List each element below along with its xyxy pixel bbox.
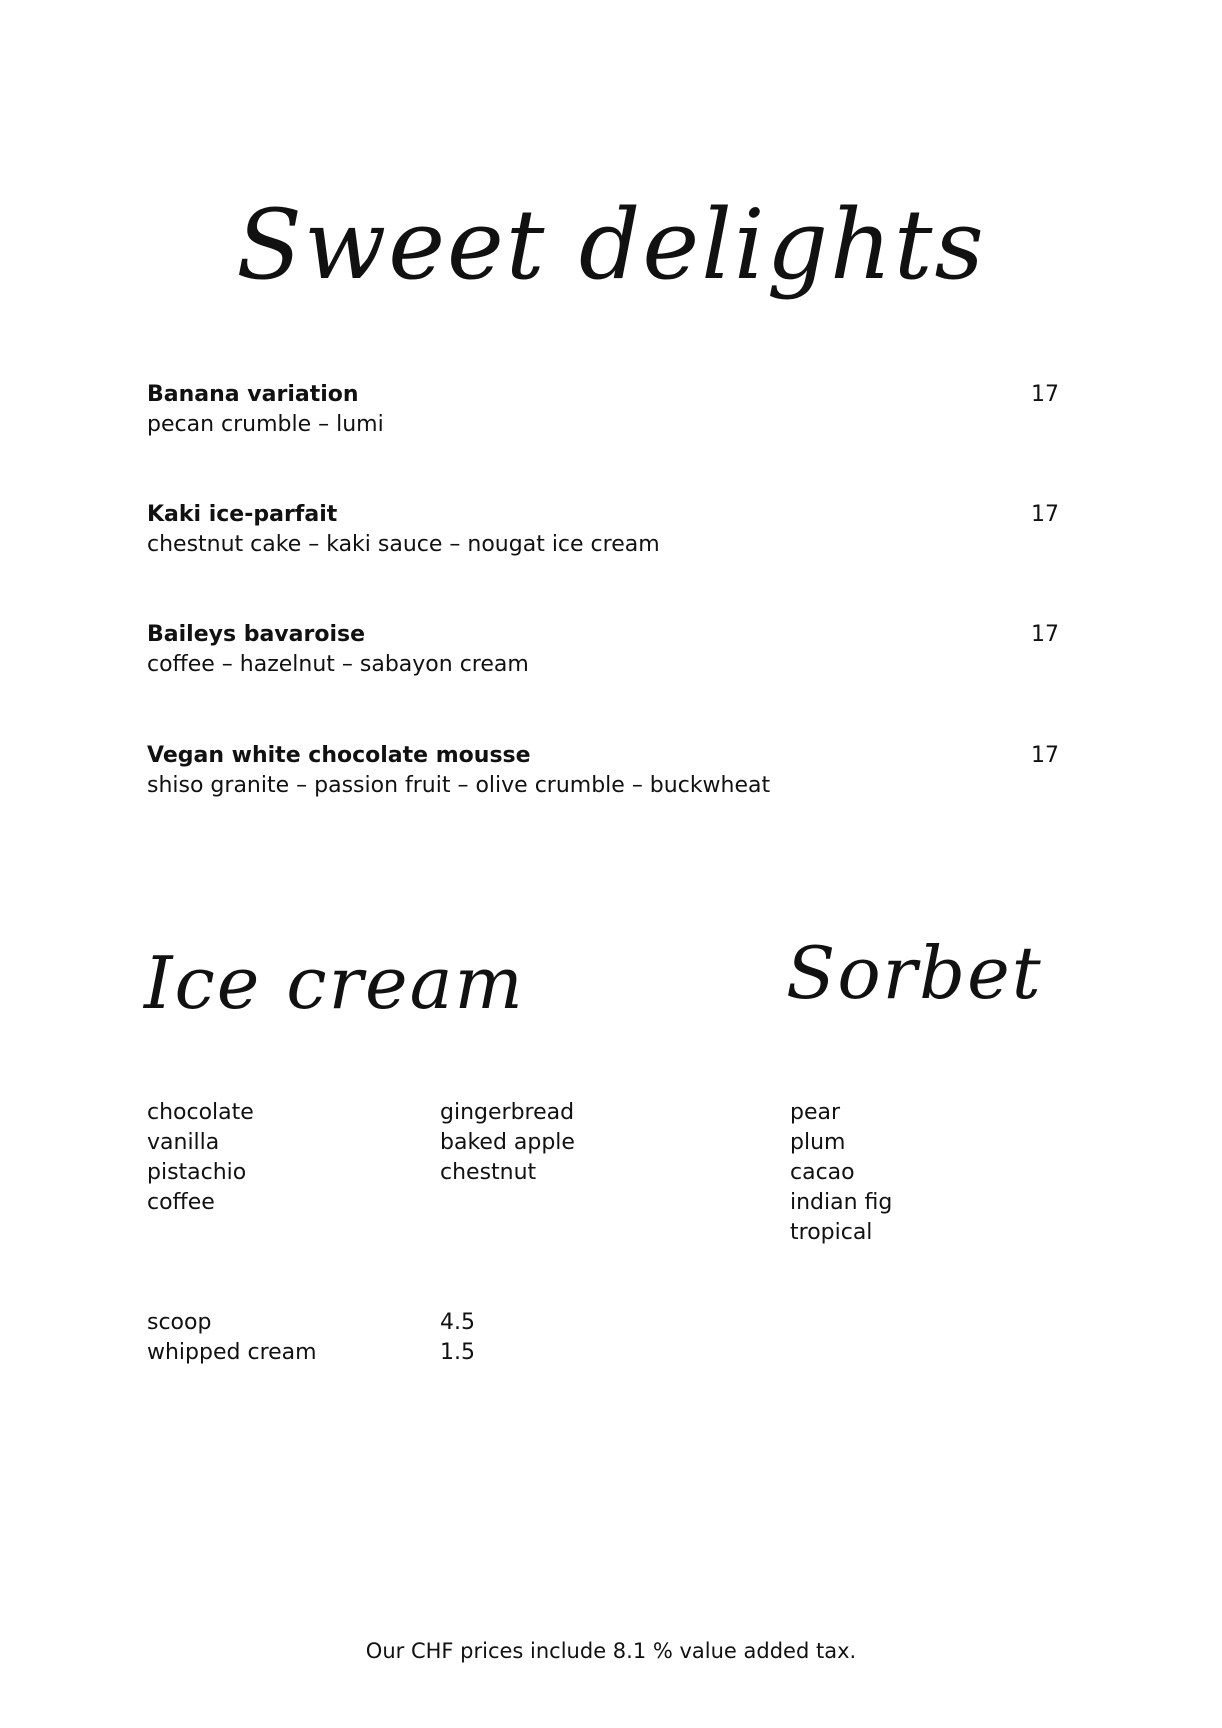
ice-cream-title: Ice cream: [144, 941, 525, 1025]
extras-price-list: [147, 1308, 475, 1368]
dessert-name: Kaki ice-parfait: [147, 502, 338, 527]
extra-price: 1.5: [440, 1340, 475, 1365]
extra-label: whipped cream: [147, 1340, 317, 1365]
dessert-description: shiso granite – passion fruit – olive crumble – buckwheat: [147, 773, 771, 798]
list-item: vanilla: [147, 1130, 220, 1155]
list-item: coffee: [147, 1190, 215, 1215]
list-item: plum: [790, 1130, 846, 1155]
dessert-price: 17: [1031, 382, 1059, 407]
dessert-name: Baileys bavaroise: [147, 622, 366, 647]
sorbet-title: Sorbet: [786, 931, 1043, 1015]
list-item: tropical: [790, 1220, 873, 1245]
list-item: cacao: [790, 1160, 855, 1185]
dessert-item-banana: [147, 380, 1059, 440]
list-item: chocolate: [147, 1100, 254, 1125]
dessert-price: 17: [1031, 622, 1059, 647]
list-item: baked apple: [440, 1130, 575, 1155]
extra-row-whipped-cream: [147, 1338, 475, 1368]
extra-row-scoop: [147, 1308, 475, 1338]
ice-cream-list-1: [147, 1098, 254, 1218]
dessert-name: Banana variation: [147, 382, 359, 407]
sweet-delights-title: Sweet delights: [236, 189, 986, 301]
list-item: chestnut: [440, 1160, 537, 1185]
list-item: indian fig: [790, 1190, 893, 1215]
list-item: pistachio: [147, 1160, 247, 1185]
dessert-description: chestnut cake – kaki sauce – nougat ice cream: [147, 532, 660, 557]
extra-price: 4.5: [440, 1310, 475, 1335]
dessert-description: pecan crumble – lumi: [147, 412, 384, 437]
ice-cream-list-2: [440, 1098, 575, 1188]
list-item: gingerbread: [440, 1100, 575, 1125]
dessert-description: coffee – hazelnut – sabayon cream: [147, 652, 529, 677]
dessert-name: Vegan white chocolate mousse: [147, 743, 531, 768]
dessert-price: 17: [1031, 743, 1059, 768]
sorbet-list: [790, 1098, 892, 1248]
dessert-price: 17: [1031, 502, 1059, 527]
extra-label: scoop: [147, 1310, 212, 1335]
list-item: pear: [790, 1100, 841, 1125]
dessert-item-baileys: [147, 620, 1059, 680]
dessert-item-kaki: [147, 500, 1059, 560]
vat-note: Our CHF prices include 8.1 % value added tax.: [365, 1639, 857, 1663]
dessert-item-vegan-mousse: [147, 741, 1059, 801]
